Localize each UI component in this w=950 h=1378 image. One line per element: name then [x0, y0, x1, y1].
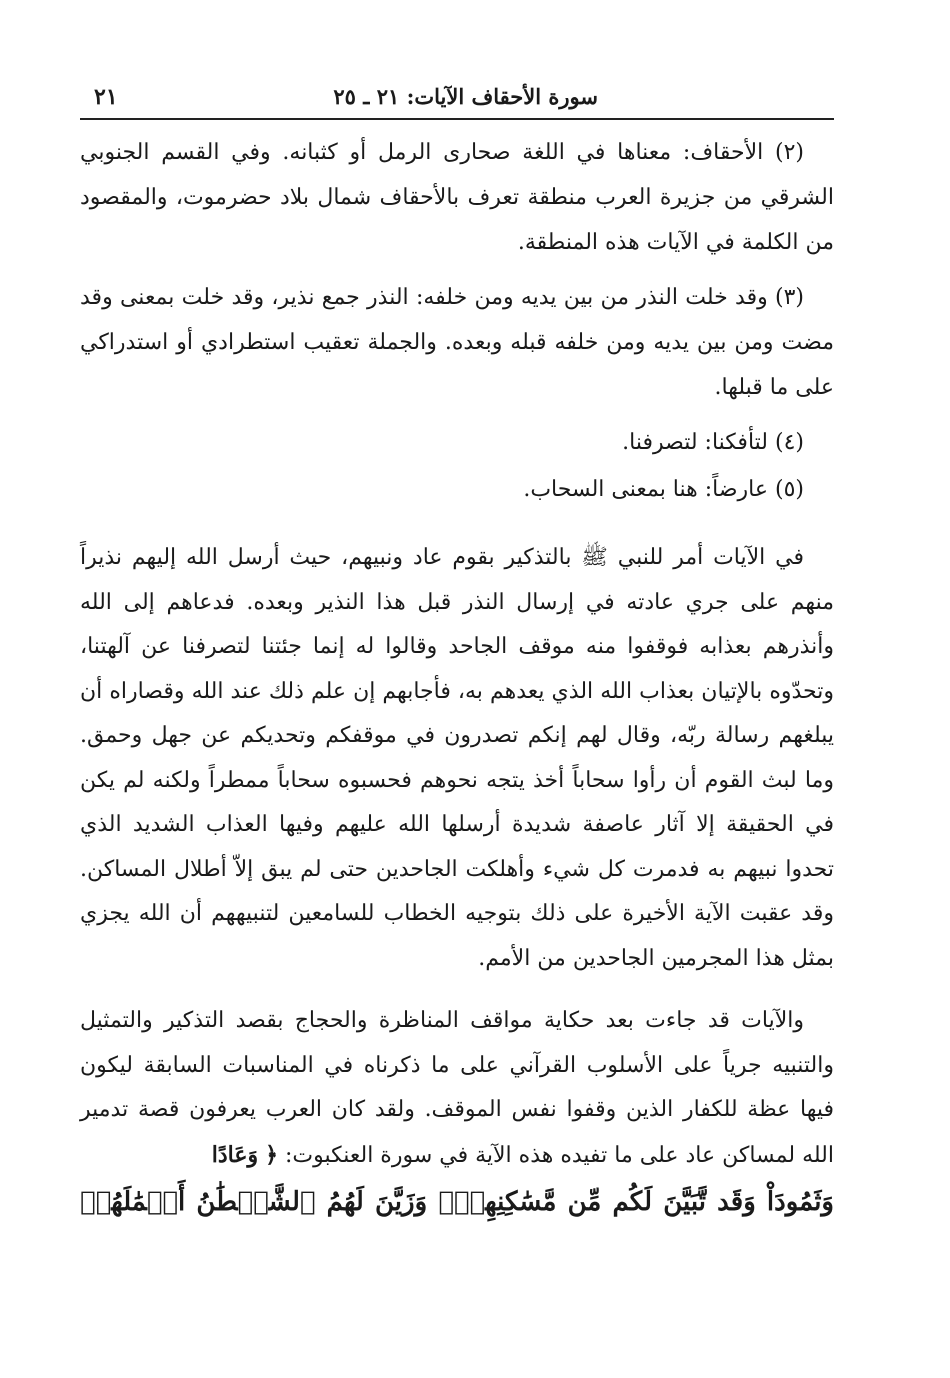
footnote-4: (٤) لتأفكنا: لتصرفنا. [622, 430, 804, 455]
body-paragraph-1: في الآيات أمر للنبي ﷺ بالتذكير بقوم عاد ونبيهم، حيث أرسل الله إليهم نذيراً منهم على جري عادته في إرسال النذر قبل هذا النذير وبعده. فدعاهم إلى الله وأنذرهم بعذابه فوقفوا منه موقف الجاحد وقالوا له إنما جئتنا لتصرفنا عن آلهتنا، وتحدّوه بالإتيان بعذاب الله الذي يعدهم به، فأجابهم إن علم ذلك عند الله وقصاراه أن يبلغهم رسالة ربّه، وقال لهم إنكم تصدرون في موقفكم وتحديكم عن جهل وحمق. وما لبث القوم أن رأوا سحاباً أخذ يتجه نحوهم فحسبوه سحاباً ممطراً ولكنه لم يكن في الحقيقة إلا آثار عاصفة شديدة أرسلها الله عليهم وفيها العذاب الشديد الذي تحدوا نبيهم به فدمرت كل شيء وأهلكت الجاحدين حتى لم يبق إلاّ أطلال المساكن. وقد عقبت الآية الأخيرة على ذلك بتوجيه الخطاب للسامعين لتنبيههم أن الله يجزي بمثل هذا المجرمين الجاحدين من الأمم. [80, 545, 834, 971]
body-text [80, 536, 834, 1226]
footnotes-section [80, 130, 834, 512]
quran-open-bracket: ﴿ [265, 1141, 278, 1168]
page-number: ٢١ [94, 84, 118, 110]
footnote-3: (٣) وقد خلت النذر من بين يديه ومن خلفه: النذر جمع نذير، وقد خلت بمعنى وقد مضت ومن بين يديه ومن خلفه قبله وبعده. والجملة تعقيب استطرادي أو استدراكي على ما قبلها. [80, 285, 834, 400]
running-title: سورة الأحقاف الآيات: ٢١ ـ ٢٥ [333, 84, 598, 109]
quran-verse-line: وَثَمُودَاْ وَقَد تَّبَيَّنَ لَكُم مِّن مَّسَٰكِنِهِمْۖ وَزَيَّنَ لَهُمُ ٱلشَّيۡطَٰنُ أَعۡمَٰلَهُمۡ [80, 1187, 834, 1217]
quran-verse-start: وَعَادًا [211, 1141, 259, 1168]
section-break [80, 514, 834, 536]
document-page [80, 78, 834, 1226]
body-paragraph-2 [80, 999, 834, 1178]
footnote-5: (٥) عارضاً: هنا بمعنى السحاب. [523, 477, 804, 502]
footnote-2: (٢) الأحقاف: معناها في اللغة صحارى الرمل أو كثبانه. وفي القسم الجنوبي الشرقي من جزيرة العرب منطقة تعرف بالأحقاف شمال بلاد حضرموت، والمقصود من الكلمة في الآيات هذه المنطقة. [80, 140, 834, 255]
page-header [80, 78, 834, 120]
body-paragraph-2-text: والآيات قد جاءت بعد حكاية مواقف المناظرة والحجاج بقصد التذكير والتمثيل والتنبيه جرياً على الأسلوب القرآني على ما ذكرناه في المناسبات السابقة ليكون فيها عظة للكفار الذين وقفوا نفس الموقف. ولقد كان العرب يعرفون قصة تدمير الله لمساكن عاد على ما تفيده هذه الآية في سورة العنكبوت: [80, 1008, 834, 1168]
